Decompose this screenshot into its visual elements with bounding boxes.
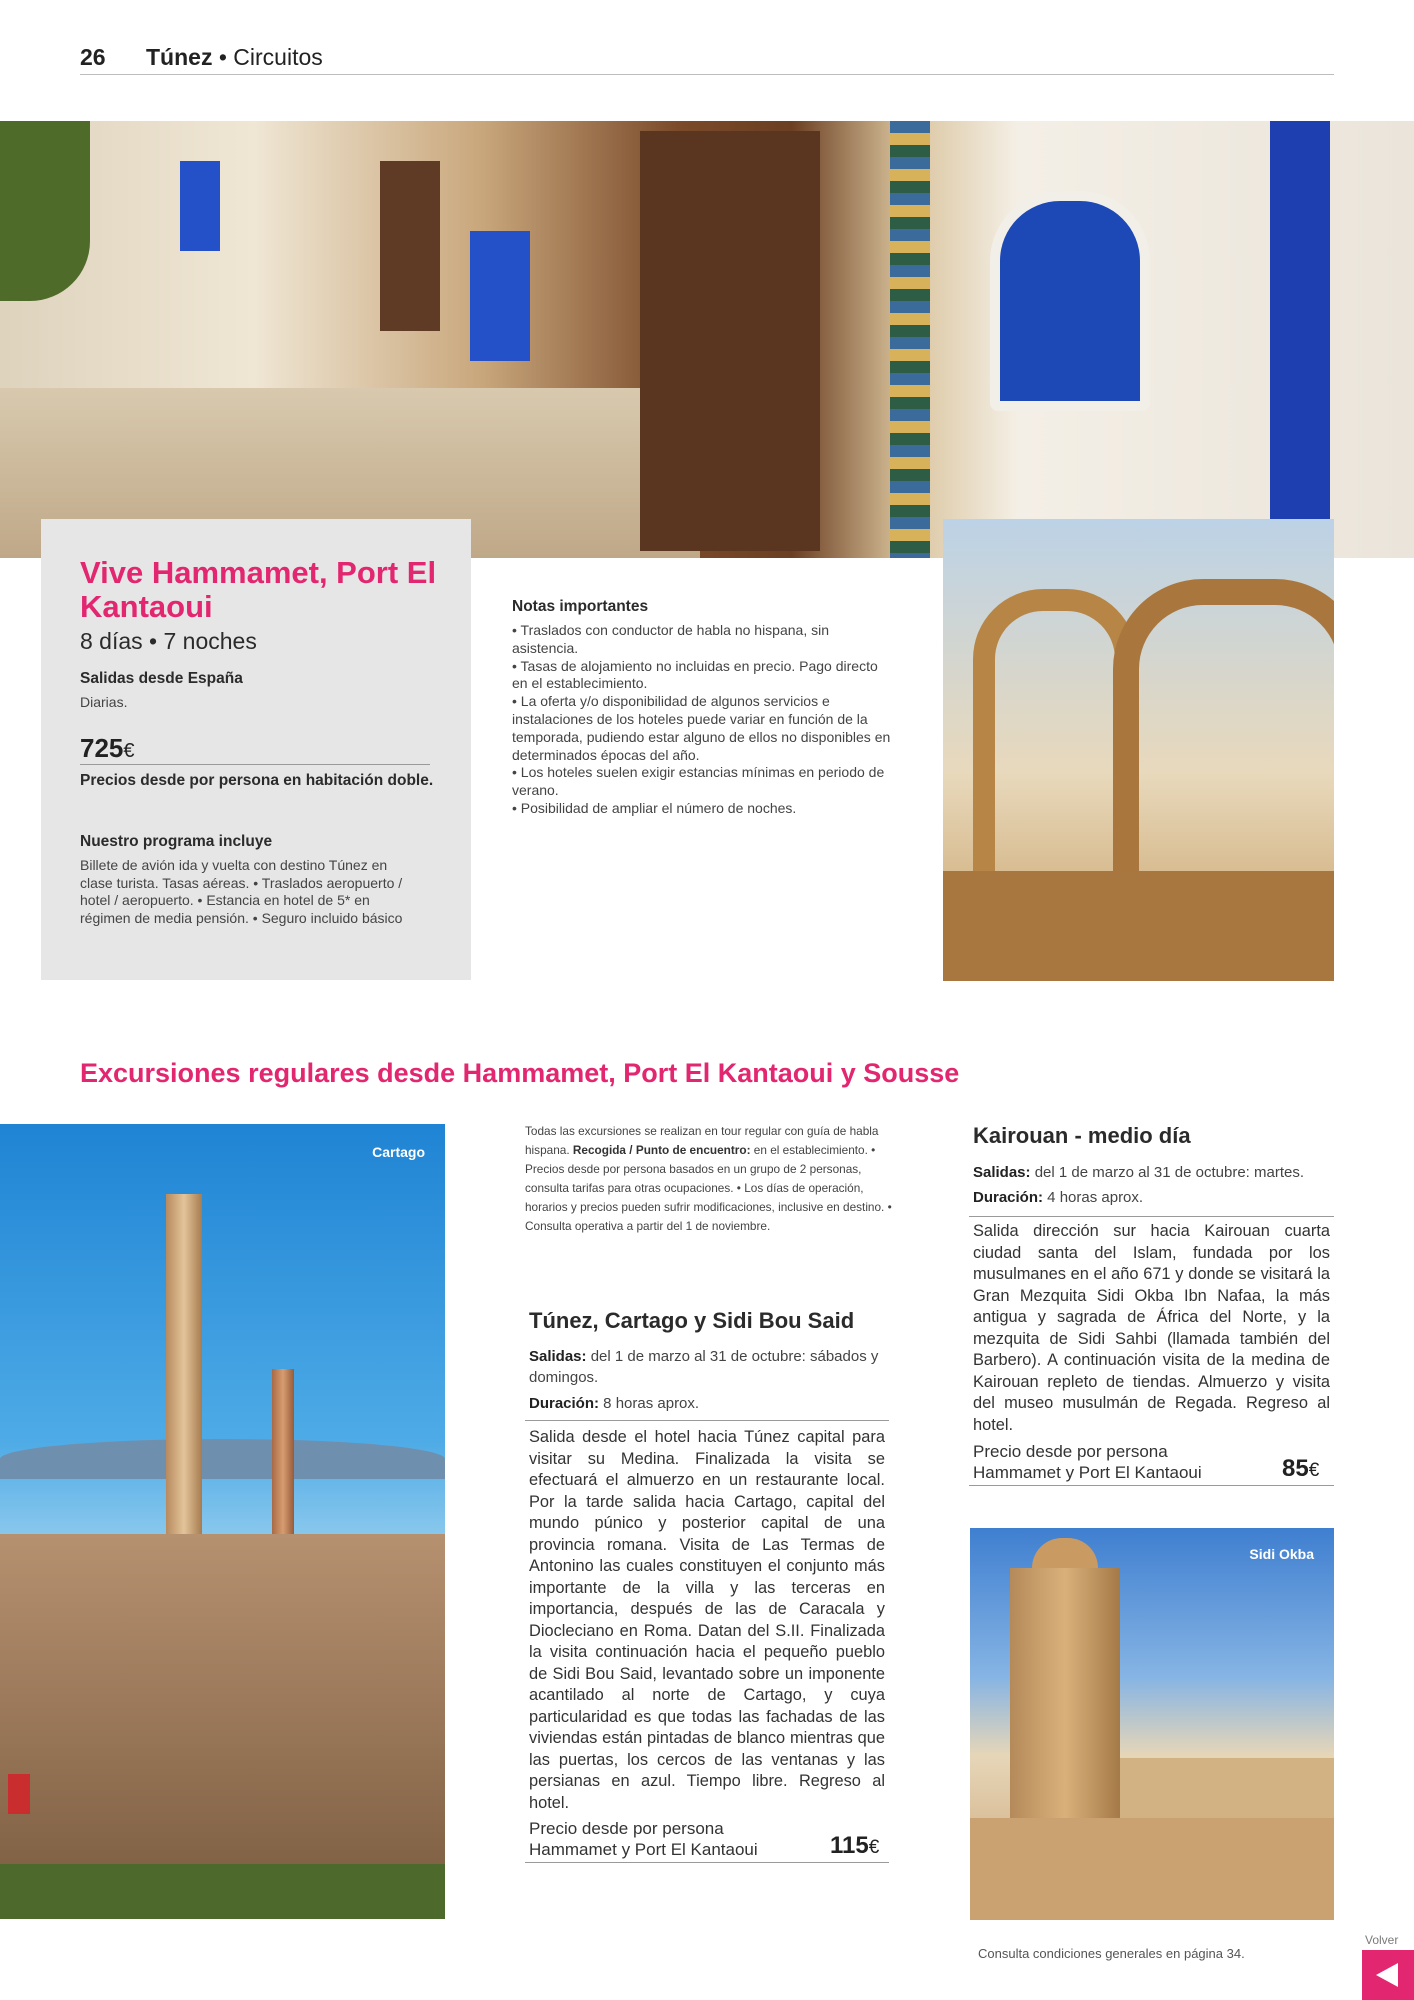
photo-column xyxy=(166,1194,202,1534)
excursion-title: Kairouan - medio día xyxy=(973,1123,1191,1148)
note-item: • La oferta y/o disponibilidad de algunos servicios e instalaciones de los hoteles puede variar en función de la temporada, pudiendo estar alguno de ellos no disponibles en determinados épocas del año. xyxy=(512,693,891,763)
photo-tiles xyxy=(890,121,930,558)
photo-door xyxy=(380,161,440,331)
excursion-price-value: 85 xyxy=(1282,1455,1309,1482)
duracion-label: Duración: xyxy=(973,1189,1044,1206)
salidas-label: Salidas: xyxy=(973,1164,1031,1181)
excursion-price xyxy=(1282,1455,1319,1483)
package-title: Vive Hammamet, Port El Kantaoui xyxy=(80,555,437,624)
excursion-price-label: Precio desde por persona xyxy=(973,1442,1168,1461)
excursions-general-notes xyxy=(525,1122,895,1236)
excursion-price-currency: € xyxy=(868,1837,880,1858)
header-section: Circuitos xyxy=(233,44,323,70)
sidi-okba-caption: Sidi Okba xyxy=(1249,1546,1314,1562)
hero-street-photo xyxy=(0,121,1414,558)
salidas-value: del 1 de marzo al 31 de octubre: martes. xyxy=(1030,1164,1305,1181)
departures-value: Diarias. xyxy=(80,694,128,710)
note-item: • Los hoteles suelen exigir estancias mínimas en periodo de verano. xyxy=(512,764,885,799)
photo-mountains xyxy=(0,1439,445,1479)
header-divider xyxy=(80,74,1334,75)
photo-plant xyxy=(0,121,90,301)
price-note: Precios desde por persona en habitación doble. xyxy=(80,772,434,789)
cartago-photo xyxy=(0,1124,445,1919)
note-item: • Traslados con conductor de habla no hispana, sin asistencia. xyxy=(512,622,829,656)
page-number: 26 xyxy=(80,44,106,70)
excursions-section-title: Excursiones regulares desde Hammamet, Port El Kantaoui y Sousse xyxy=(80,1058,960,1088)
photo-wooden-door xyxy=(640,131,820,551)
page-header xyxy=(146,44,323,71)
excursion-duration xyxy=(973,1187,1143,1208)
excursion-description: Salida dirección sur hacia Kairouan cuarta ciudad santa del Islam, fundada por los musulmanes en el año 671 y donde se visitará la Gran Mezquita Sidi Okba Ibn Nafaa, la más antigua y sagrada de África del Norte, y la mezquita de Sidi Sahbi (llamada también del Barbero). A continuación visita de la medina de Kairouan repleto de tiendas. Almuerzo y visita del museo musulmán de Regada. Regreso al hotel. xyxy=(973,1222,1330,1434)
price-divider xyxy=(80,764,430,765)
package-duration: 8 días • 7 noches xyxy=(80,628,257,654)
excursion-description: Salida desde el hotel hacia Túnez capital para visitar su Medina. Finalizada la visita se efectuará el almuerzo en un restaurante local. Por la tarde salida hacia Cartago, capital del mundo púnico y posterior capital de una provincia romana. Visita de Las Termas de Antonino las cuales constituyen el conjunto más importante de la villa y las terceras en importancia, después de las de Caracala y Diocleciano en Roma. Datan del S.II. Finalizada la visita continuación hacia el pequeño pueblo de Sidi Bou Said, levantado sobre un imponente acantilado al norte de Cartago, y cuya particularidad es que todas las fachadas de las viviendas están pintadas de blanco mientras que las puertas, los cercos de las ventanas y las persianas en azul. Tiempo libre. Regreso al hotel. xyxy=(529,1428,885,1812)
notes-list xyxy=(512,622,892,818)
excursion-duration xyxy=(529,1393,699,1414)
sidi-okba-photo xyxy=(970,1528,1334,1920)
salidas-label: Salidas: xyxy=(529,1348,587,1365)
excursion-price-value: 115 xyxy=(830,1832,869,1859)
photo-grass xyxy=(0,1864,445,1919)
photo-terrace xyxy=(943,871,1334,981)
back-button[interactable] xyxy=(1362,1950,1414,2000)
excursion-price-label: Hammamet y Port El Kantaoui xyxy=(973,1463,1202,1482)
package-price xyxy=(80,733,135,764)
notes-title: Notas importantes xyxy=(512,598,649,615)
note-item: • Posibilidad de ampliar el número de noches. xyxy=(512,799,797,816)
excursion-departures xyxy=(529,1346,889,1388)
excursion-divider xyxy=(969,1216,1334,1217)
general-notes-text: Todas las excursiones se realizan en tour regular con guía de habla hispana. xyxy=(525,1124,879,1157)
excursion-divider xyxy=(525,1420,889,1421)
photo-blue-frame xyxy=(1270,121,1330,558)
cartago-caption: Cartago xyxy=(372,1144,425,1160)
photo-arcade xyxy=(1120,1758,1334,1818)
salidas-value: del 1 de marzo al 31 de octubre: sábados y domingos. xyxy=(529,1348,879,1386)
excursion-price xyxy=(830,1832,879,1860)
excursion-price-label: Precio desde por persona xyxy=(529,1819,724,1838)
excursion-title: Túnez, Cartago y Sidi Bou Said xyxy=(529,1308,855,1333)
back-label[interactable]: Volver xyxy=(1365,1933,1399,1947)
package-price-value: 725 xyxy=(80,733,124,763)
includes-text: Billete de avión ida y vuelta con destino Túnez en clase turista. Tasas aéreas. • Traslados aeropuerto / hotel / aeropuerto. • Estancia en hotel de 5* en régimen de media pensión. • Seguro incluido básico xyxy=(80,857,403,926)
arches-photo xyxy=(943,519,1334,981)
duracion-value: 4 horas aprox. xyxy=(1043,1189,1144,1206)
general-notes-text: en el establecimiento. • Precios desde por persona basados en un grupo de 2 personas, consulta tarifas para otras ocupaciones. • Los días de operación, horarios y precios pueden sufrir modificaciones, inclusive en destino. • Consulta operativa a partir del 1 de noviembre. xyxy=(525,1143,892,1233)
excursion-price-currency: € xyxy=(1308,1460,1320,1481)
photo-sign xyxy=(8,1774,30,1814)
photo-blue-window xyxy=(990,191,1150,411)
excursion-price-divider xyxy=(969,1485,1334,1486)
departures-label: Salidas desde España xyxy=(80,670,243,687)
photo-ruins xyxy=(0,1534,445,1919)
excursion-price-divider xyxy=(525,1862,889,1863)
photo-blue-shutter xyxy=(180,161,220,251)
package-price-currency: € xyxy=(123,740,135,762)
includes-label: Nuestro programa incluye xyxy=(80,833,273,850)
back-arrow-icon xyxy=(1376,1963,1398,1987)
footer-note: Consulta condiciones generales en página 34. xyxy=(978,1946,1245,1961)
photo-courtyard xyxy=(970,1818,1334,1920)
duracion-label: Duración: xyxy=(529,1395,600,1412)
photo-column xyxy=(272,1369,294,1539)
header-country: Túnez xyxy=(146,44,213,70)
excursion-price-label: Hammamet y Port El Kantaoui xyxy=(529,1840,758,1859)
duracion-value: 8 horas aprox. xyxy=(599,1395,700,1412)
general-notes-bold: Recogida / Punto de encuentro: xyxy=(572,1143,751,1157)
photo-arch xyxy=(1113,579,1334,905)
photo-blue-shutter xyxy=(470,231,530,361)
excursion-departures xyxy=(973,1162,1338,1183)
note-item: • Tasas de alojamiento no incluidas en precio. Pago directo en el establecimiento. xyxy=(512,657,878,692)
header-separator: • xyxy=(218,44,227,70)
